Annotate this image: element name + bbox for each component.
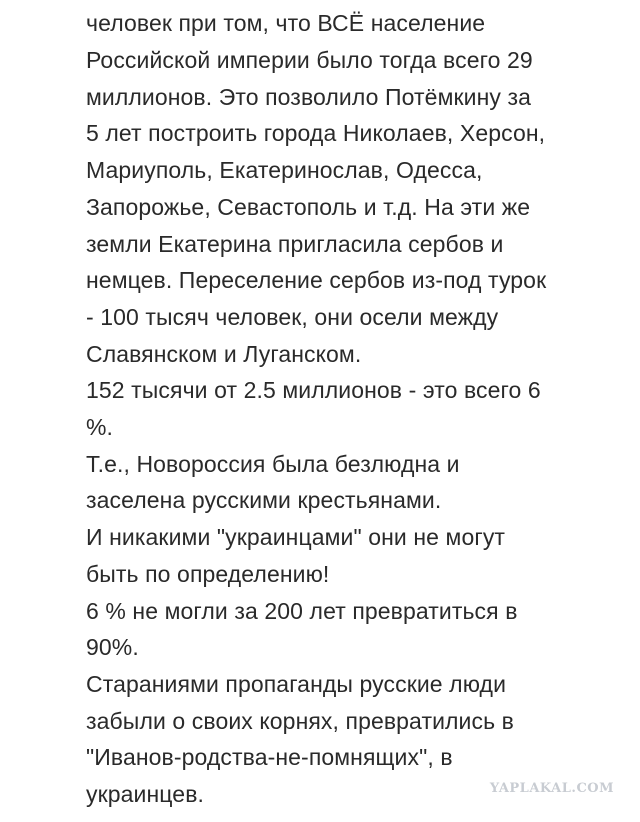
site-watermark: YAPLAKAL.COM [489, 781, 614, 796]
post-text-line: Мариуполь, Екатеринослав, Одесса, [86, 157, 483, 183]
post-text-line: земли Екатерина пригласила сербов и [86, 231, 504, 257]
post-text-line: заселена русскими крестьянами. [86, 487, 442, 513]
post-text-line: Славянском и Луганском. [86, 341, 362, 367]
post-text-line: Т.е., Новороссия была безлюдна и [86, 451, 460, 477]
post-text-line: немцев. Переселение сербов из-под турок [86, 267, 547, 293]
post-text-line: 6 % не могли за 200 лет превратиться в [86, 598, 518, 624]
post-text-line: украинцев. [86, 781, 205, 807]
post-text-line: - 100 тысяч человек, они осели между [86, 304, 499, 330]
post-text-line: быть по определению! [86, 561, 330, 587]
post-text-line: 152 тысячи от 2.5 миллионов - это всего 6 [86, 377, 541, 403]
post-text-line: миллионов. Это позволило Потёмкину за [86, 84, 532, 110]
post-text-line: человек при том, что ВСЁ население [86, 10, 486, 36]
post-text-line: %. [86, 414, 114, 440]
post-text-line: Российской империи было тогда всего 29 [86, 47, 533, 73]
post-text-line: И никакими "украинцами" они не могут [86, 524, 506, 550]
post-text-line: "Иванов-родства-не-помнящих", в [86, 744, 453, 770]
post-text-line: 90%. [86, 634, 139, 660]
post-text-line: Стараниями пропаганды русские люди [86, 671, 507, 697]
post-text-line: 5 лет построить города Николаев, Херсон, [86, 120, 546, 146]
post-text-line: Запорожье, Севастополь и т.д. На эти же [86, 194, 531, 220]
post-text-line: забыли о своих корнях, превратились в [86, 708, 514, 734]
